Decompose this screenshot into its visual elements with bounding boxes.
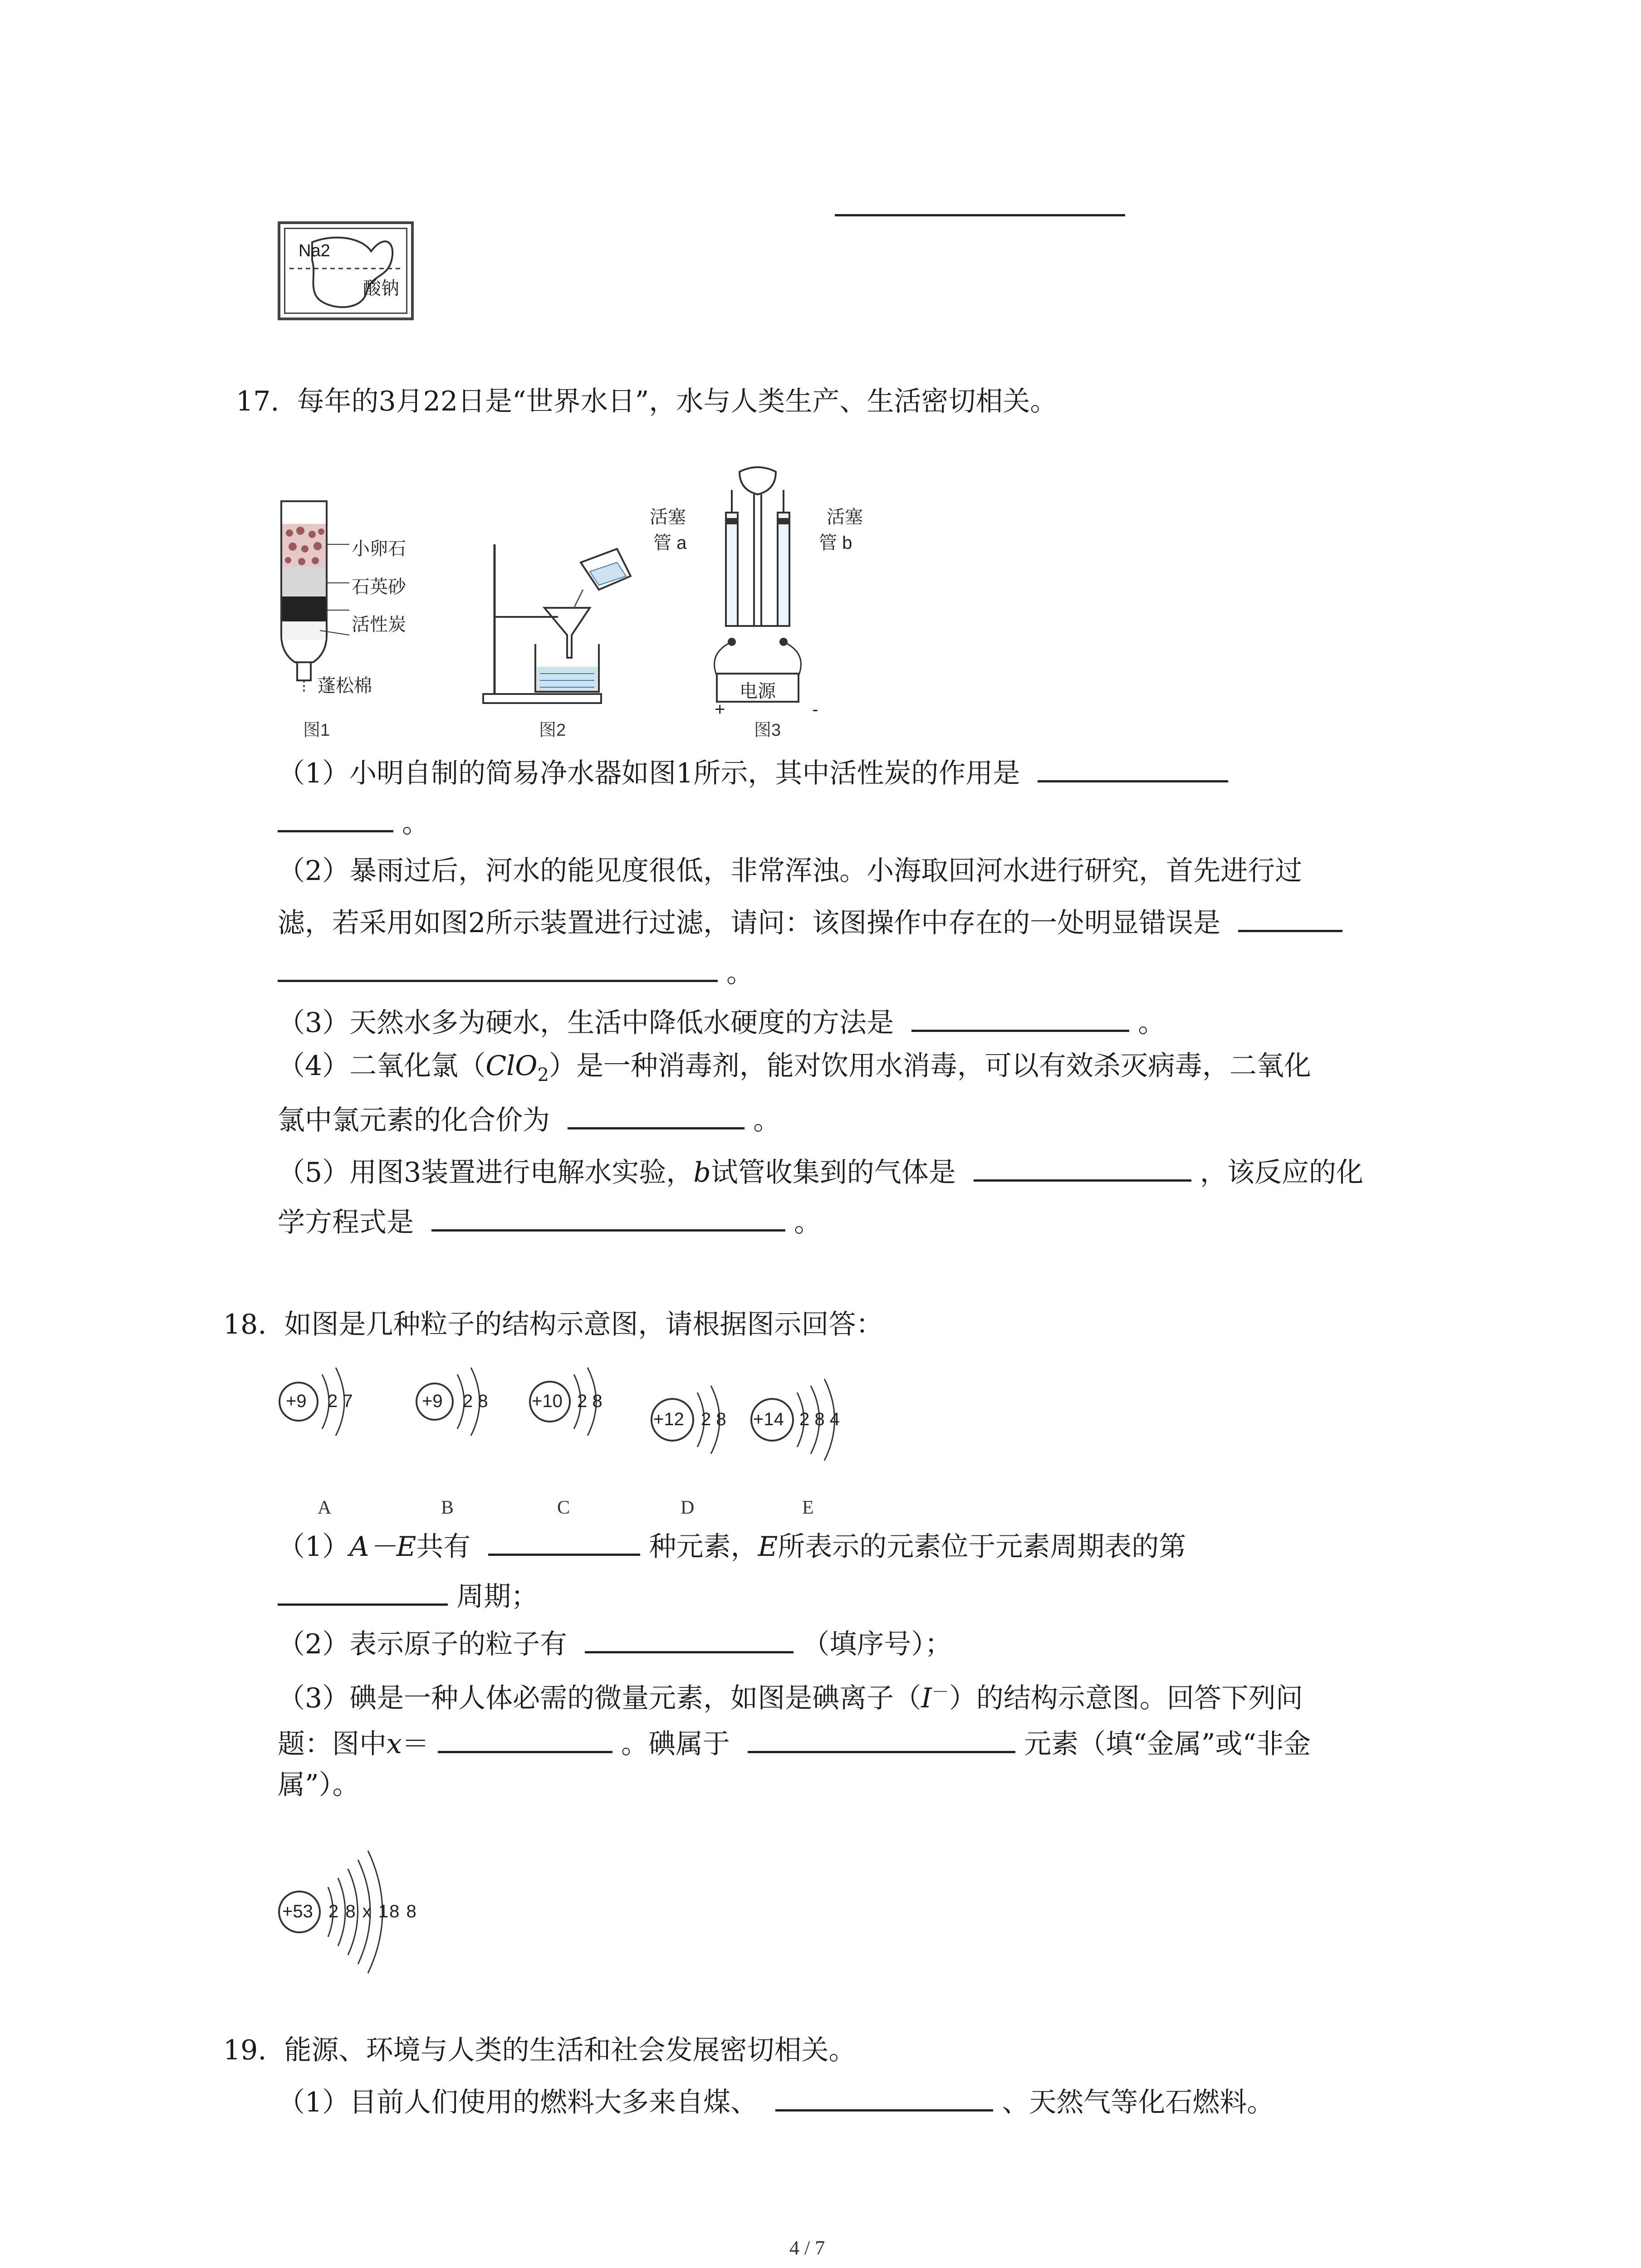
- q18-number: 18.: [223, 1309, 267, 1340]
- q17-part4-text-b: ）是一种消毒剂，能对饮用水消毒，可以有效杀灭病毒，二氧化: [549, 1050, 1311, 1082]
- iodide-shells: 2 8 x 18 8: [328, 1901, 417, 1921]
- particle-b-nucleus: +9: [422, 1391, 443, 1411]
- particle-a-shells: 2 7: [328, 1391, 353, 1411]
- particle-b-shells: 2 8: [463, 1391, 488, 1411]
- q17-part5-text-c: 试管收集到的气体是: [710, 1157, 956, 1188]
- figure-2-filtration: [481, 531, 644, 708]
- fig3-minus: -: [812, 699, 818, 719]
- q17-part5-line1: [278, 1152, 1363, 1191]
- q17-part5-gas-blank[interactable]: [974, 1152, 1191, 1182]
- fig3-power-label: 电源: [740, 681, 776, 701]
- q18-part3-line1: [278, 1674, 1303, 1716]
- q18-metal-blank[interactable]: [748, 1724, 1015, 1753]
- q18-part2-text-a: （2）表示原子的粒子有: [278, 1628, 568, 1660]
- particle-d-nucleus: +12: [653, 1409, 684, 1429]
- q18-part3-ion-charge: －: [931, 1682, 949, 1702]
- fig3-right-valve: 活塞: [827, 507, 863, 527]
- q19-part1-line: [278, 2082, 1274, 2121]
- q19-part1-text-a: （1）目前人们使用的燃料大多来自煤、: [278, 2087, 758, 2118]
- particle-c-shells: 2 8: [577, 1391, 603, 1411]
- fig3-plus: +: [715, 699, 725, 719]
- q19-stem-text: 能源、环境与人类的生活和社会发展密切相关。: [284, 2034, 856, 2066]
- q17-part2-text-a: （2）暴雨过后，河水的能见度很低，非常浑浊。小海取回河水进行研究，首先进行过: [278, 855, 1303, 887]
- q18-part2-text-b: （填序号）；: [802, 1628, 952, 1660]
- particle-a-letter: A: [318, 1497, 332, 1518]
- answer-blank-top: [835, 214, 1125, 216]
- q18-part3-line3: [278, 1767, 360, 1803]
- particle-e-nucleus: +14: [753, 1409, 784, 1429]
- q18-stem: [223, 1306, 883, 1343]
- q17-part4-blank[interactable]: [568, 1100, 745, 1129]
- particle-c-letter: C: [557, 1497, 570, 1518]
- q17-part2-blank[interactable]: [1238, 903, 1342, 932]
- particle-e-shells: 2 8 4: [799, 1409, 840, 1429]
- q17-part5-text-d: ，该反应的化: [1200, 1157, 1363, 1188]
- q18-part1-text-f: 周期；: [456, 1581, 539, 1613]
- q17-part4-text-a: （4）二氧化氯（: [278, 1050, 486, 1082]
- q19-fuel-blank[interactable]: [775, 2082, 993, 2112]
- q17-part1-blank-cont[interactable]: [278, 803, 393, 832]
- q17-part5-line2: [278, 1202, 821, 1241]
- fig3-left-valve: 活塞: [650, 507, 686, 527]
- q17-part3-end: 。: [1138, 1007, 1166, 1039]
- particle-a-nucleus: +9: [286, 1391, 307, 1411]
- q19-stem: [223, 2032, 856, 2068]
- q18-part2-line: [278, 1624, 952, 1662]
- fig3-caption: 图3: [754, 721, 781, 740]
- q18-part3-eq: ＝: [402, 1728, 429, 1760]
- q18-part1-text-d: 所表示的元素位于元素周期表的第: [778, 1531, 1186, 1563]
- q18-part1-line1: [278, 1526, 1186, 1565]
- q18-atoms-blank[interactable]: [585, 1624, 794, 1653]
- q19-part1-text-b: 、天然气等化石燃料。: [1002, 2087, 1274, 2118]
- q17-part2-blank-cont[interactable]: [278, 953, 718, 982]
- q18-x-blank[interactable]: [438, 1724, 612, 1753]
- q17-part2-line3: [278, 953, 754, 991]
- q17-part1-blank[interactable]: [1038, 753, 1228, 782]
- stamp-text-bottom: 酸钠: [363, 279, 399, 298]
- sodium-label-image: [278, 221, 414, 320]
- q17-part4-formula-sub: 2: [537, 1065, 549, 1085]
- q17-part5-tube-b: b: [693, 1157, 711, 1188]
- q18-part1-text-b: 共有: [416, 1531, 471, 1563]
- q17-part5-text-e: 学方程式是: [278, 1207, 414, 1238]
- q17-part3-blank[interactable]: [911, 1002, 1129, 1032]
- q18-stem-text: 如图是几种粒子的结构示意图，请根据图示回答：: [284, 1309, 883, 1340]
- q18-part3-ion: I: [921, 1682, 932, 1714]
- q17-part5-text-a: （5）用图3装置进行电解水实验，: [278, 1157, 694, 1188]
- q18-part1-text-c: 种元素，: [649, 1531, 758, 1563]
- q18-part1-prefix: （1）: [278, 1531, 350, 1563]
- q18-part3-text-a: （3）碘是一种人体必需的微量元素，如图是碘离子（: [278, 1682, 921, 1714]
- q18-part3-text-f: 属”）。: [278, 1769, 360, 1801]
- page-number: 4 / 7: [789, 2237, 825, 2259]
- stamp-text-top: Na2: [299, 241, 330, 260]
- q18-part3-line2: [278, 1724, 1311, 1762]
- q19-number: 19.: [223, 2034, 267, 2066]
- q18-element-count-blank[interactable]: [488, 1526, 640, 1556]
- q17-part2-line1: [278, 853, 1302, 889]
- fig1-label-cotton: 蓬松棉: [318, 676, 372, 696]
- q17-part1-end: 。: [402, 807, 430, 839]
- q18-part3-text-d: 。碘属于: [621, 1728, 730, 1760]
- q17-part4-text-c: 氯中氯元素的化合价为: [278, 1105, 550, 1136]
- fig1-label-activated-carbon: 活性炭: [352, 615, 406, 635]
- q17-stem: [236, 383, 1057, 420]
- q17-part1-line1: [278, 753, 1228, 792]
- fig3-left-tube: 管 a: [653, 533, 687, 553]
- q17-stem-text: 每年的3月22日是“世界水日”，水与人类生产、生活密切相关。: [297, 386, 1058, 417]
- fig1-label-quartz-sand: 石英砂: [352, 577, 406, 597]
- q18-part1-line2: [278, 1576, 538, 1615]
- q17-part2-line2: [278, 903, 1342, 941]
- q17-part3-line: [278, 1002, 1165, 1041]
- q17-part5-end: 。: [794, 1207, 822, 1238]
- fig3-right-tube: 管 b: [819, 533, 852, 553]
- q17-number: 17.: [236, 386, 279, 417]
- q17-part1-line2: [278, 803, 429, 841]
- q17-part2-text-b: 滤，若采用如图2所示装置进行过滤，请问：该图操作中存在的一处明显错误是: [278, 907, 1221, 939]
- q18-part1-e: E: [758, 1531, 778, 1563]
- particle-d-shells: 2 8: [701, 1409, 726, 1429]
- q17-part4-line2: [278, 1100, 780, 1139]
- q17-part4-line1: [278, 1048, 1311, 1093]
- q17-part4-end: 。: [753, 1105, 781, 1136]
- q18-period-blank[interactable]: [278, 1576, 448, 1606]
- q17-part5-equation-blank[interactable]: [431, 1202, 785, 1232]
- fig1-label-pebbles: 小卵石: [352, 539, 406, 559]
- q17-part3-text: （3）天然水多为硬水，生活中降低水硬度的方法是: [278, 1007, 894, 1039]
- iodide-nucleus: +53: [282, 1901, 313, 1921]
- q18-part3-text-e: 元素（填“金属”或“非金: [1024, 1728, 1311, 1760]
- q17-part4-formula: ClO: [485, 1050, 538, 1082]
- q18-part1-range: A－E: [349, 1531, 416, 1563]
- fig1-caption: 图1: [303, 721, 330, 740]
- particle-b-letter: B: [441, 1497, 454, 1518]
- particle-e-letter: E: [802, 1497, 814, 1518]
- particle-c-nucleus: +10: [532, 1391, 563, 1411]
- particle-d-letter: D: [681, 1497, 695, 1518]
- q18-part3-text-c: 题：图中: [278, 1728, 387, 1760]
- q18-part3-x: x: [387, 1728, 402, 1760]
- q17-part1-text: （1）小明自制的简易净水器如图1所示，其中活性炭的作用是: [278, 758, 1020, 789]
- q17-part2-end: 。: [726, 957, 754, 989]
- fig2-caption: 图2: [539, 721, 566, 740]
- q18-part3-text-b: ）的结构示意图。回答下列问: [949, 1682, 1303, 1714]
